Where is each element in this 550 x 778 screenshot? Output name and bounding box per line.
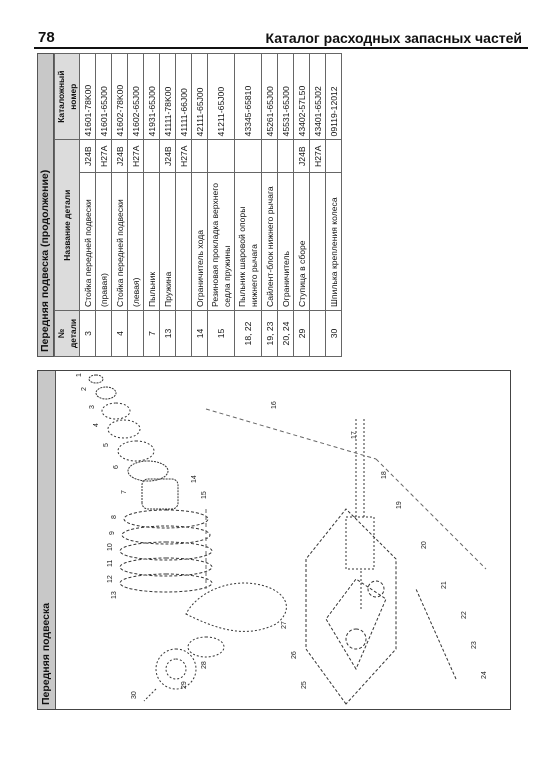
part-number-cell: 14 <box>192 311 208 357</box>
table-row <box>160 54 176 357</box>
catalog-number-cell: 43345-65810 <box>235 54 262 140</box>
part-name-cell: Пыльник <box>144 172 160 310</box>
catalog-number-cell: 42111-65J00 <box>192 54 208 140</box>
catalog-number-cell: 41111-66J00 <box>176 54 192 140</box>
table-row <box>128 54 144 357</box>
table-row <box>278 54 294 357</box>
part-name-cell: Ступица в сборе <box>294 172 310 310</box>
table-row <box>235 54 262 357</box>
callout-number: 10 <box>107 543 114 551</box>
callout-number: 12 <box>107 575 114 583</box>
part-name-cell: (левая) <box>128 172 144 310</box>
part-number-cell: 29 <box>294 311 310 357</box>
part-number-cell <box>128 311 144 357</box>
table-row <box>294 54 310 357</box>
table-row <box>80 54 96 357</box>
callout-number: 14 <box>191 475 198 483</box>
table-row <box>310 54 326 357</box>
part-number-cell: 3 <box>80 311 96 357</box>
part-name-cell: Ограничитель <box>278 172 294 310</box>
engine-code-cell <box>208 140 235 173</box>
engine-code-cell <box>326 140 342 173</box>
part-name-cell: Ограничитель хода <box>192 172 208 310</box>
part-number-cell: 15 <box>208 311 235 357</box>
table-row <box>208 54 235 357</box>
part-name-cell <box>176 172 192 310</box>
knuckle-hub <box>144 583 286 701</box>
part-number-cell <box>310 311 326 357</box>
callout-number: 28 <box>201 661 208 669</box>
catalog-number-cell: 41111-78K00 <box>160 54 176 140</box>
callout-number: 29 <box>181 681 188 689</box>
callout-number: 3 <box>89 405 96 409</box>
part-name-cell: Стойка передней подвески <box>80 172 96 310</box>
catalog-number-cell: 41601-78K00 <box>80 54 96 140</box>
catalog-number-cell: 09119-12012 <box>326 54 342 140</box>
leader-lines <box>206 409 486 589</box>
part-number-cell: 13 <box>160 311 176 357</box>
catalog-number-cell: 41931-65J00 <box>144 54 160 140</box>
engine-code-cell <box>262 140 278 173</box>
strut-body <box>346 419 374 609</box>
callout-number: 23 <box>471 641 478 649</box>
engine-code-cell <box>192 140 208 173</box>
coil-spring <box>120 510 212 592</box>
callout-number: 5 <box>103 443 110 447</box>
part-name-cell: Пружина <box>160 172 176 310</box>
engine-code-cell: H27A <box>176 140 192 173</box>
part-number-cell: 20, 24 <box>278 311 294 357</box>
page-title: Каталог расходных запасных частей <box>265 30 522 46</box>
part-name-cell: Стойка передней подвески <box>112 172 128 310</box>
exploded-suspension-diagram <box>56 371 510 709</box>
catalog-number-cell: 41602-78K00 <box>112 54 128 140</box>
catalog-number-cell: 43401-65J02 <box>310 54 326 140</box>
engine-code-cell: J24B <box>112 140 128 173</box>
part-name-cell: Пыльник шаровой опоры нижнего рычага <box>235 172 262 310</box>
callout-number: 21 <box>441 581 448 589</box>
part-number-cell <box>96 311 112 357</box>
parts-table <box>54 53 342 357</box>
callout-number: 17 <box>351 431 358 439</box>
callout-number: 22 <box>461 611 468 619</box>
catalog-number-cell: 45531-65J00 <box>278 54 294 140</box>
callout-number: 9 <box>109 531 116 535</box>
callout-number: 8 <box>111 515 118 519</box>
table-header-row <box>55 54 80 357</box>
callout-number: 30 <box>131 691 138 699</box>
table-row <box>144 54 160 357</box>
callout-number: 26 <box>291 651 298 659</box>
callout-number: 27 <box>281 621 288 629</box>
part-number-cell <box>176 311 192 357</box>
callout-number: 4 <box>93 423 100 427</box>
diagram-panel <box>37 370 511 710</box>
callout-number: 6 <box>113 465 120 469</box>
strut-top-mount-parts <box>89 375 178 509</box>
table-row <box>96 54 112 357</box>
header-divider <box>34 47 528 49</box>
engine-code-cell: J24B <box>80 140 96 173</box>
callout-number: 19 <box>396 501 403 509</box>
engine-code-cell: J24B <box>160 140 176 173</box>
callout-number: 24 <box>481 671 488 679</box>
parts-table-panel <box>37 53 339 357</box>
table-row <box>326 54 342 357</box>
column-header: Название детали <box>55 140 80 311</box>
engine-code-cell: J24B <box>294 140 310 173</box>
part-number-cell: 4 <box>112 311 128 357</box>
callout-number: 25 <box>301 681 308 689</box>
engine-code-cell: H27A <box>96 140 112 173</box>
column-header: Каталожный номер <box>55 54 80 140</box>
engine-code-cell <box>235 140 262 173</box>
engine-code-cell: H27A <box>310 140 326 173</box>
callout-number: 20 <box>421 541 428 549</box>
part-number-cell: 7 <box>144 311 160 357</box>
part-name-cell: Сайлент-блок нижнего рычага <box>262 172 278 310</box>
callout-number: 18 <box>381 471 388 479</box>
part-name-cell: (правая) <box>96 172 112 310</box>
table-row <box>262 54 278 357</box>
callout-number: 11 <box>107 559 114 567</box>
callout-number: 7 <box>121 490 128 494</box>
engine-code-cell <box>144 140 160 173</box>
table-title: Передняя подвеска (продолжение) <box>37 53 54 357</box>
catalog-number-cell: 43402-57L50 <box>294 54 310 140</box>
table-row <box>112 54 128 357</box>
callout-number: 1 <box>76 373 83 377</box>
callout-number: 2 <box>81 387 88 391</box>
catalog-number-cell: 45261-65J00 <box>262 54 278 140</box>
table-row <box>192 54 208 357</box>
callout-number: 16 <box>271 401 278 409</box>
page-number: 78 <box>38 29 55 46</box>
callout-number: 13 <box>111 591 118 599</box>
part-name-cell <box>310 172 326 310</box>
part-number-cell: 19, 23 <box>262 311 278 357</box>
callout-number: 15 <box>201 491 208 499</box>
part-name-cell: Резиновая прокладка верхнего седла пружины <box>208 172 235 310</box>
table-row <box>176 54 192 357</box>
engine-code-cell <box>278 140 294 173</box>
column-header: № детали <box>55 311 80 357</box>
catalog-number-cell: 41602-65J00 <box>128 54 144 140</box>
lower-arm-assembly <box>306 509 456 704</box>
catalog-number-cell: 41211-65J00 <box>208 54 235 140</box>
diagram-title: Передняя подвеска <box>38 371 56 709</box>
part-number-cell: 30 <box>326 311 342 357</box>
part-name-cell: Шпилька крепления колеса <box>326 172 342 310</box>
catalog-number-cell: 41601-65J00 <box>96 54 112 140</box>
part-number-cell: 18, 22 <box>235 311 262 357</box>
engine-code-cell: H27A <box>128 140 144 173</box>
